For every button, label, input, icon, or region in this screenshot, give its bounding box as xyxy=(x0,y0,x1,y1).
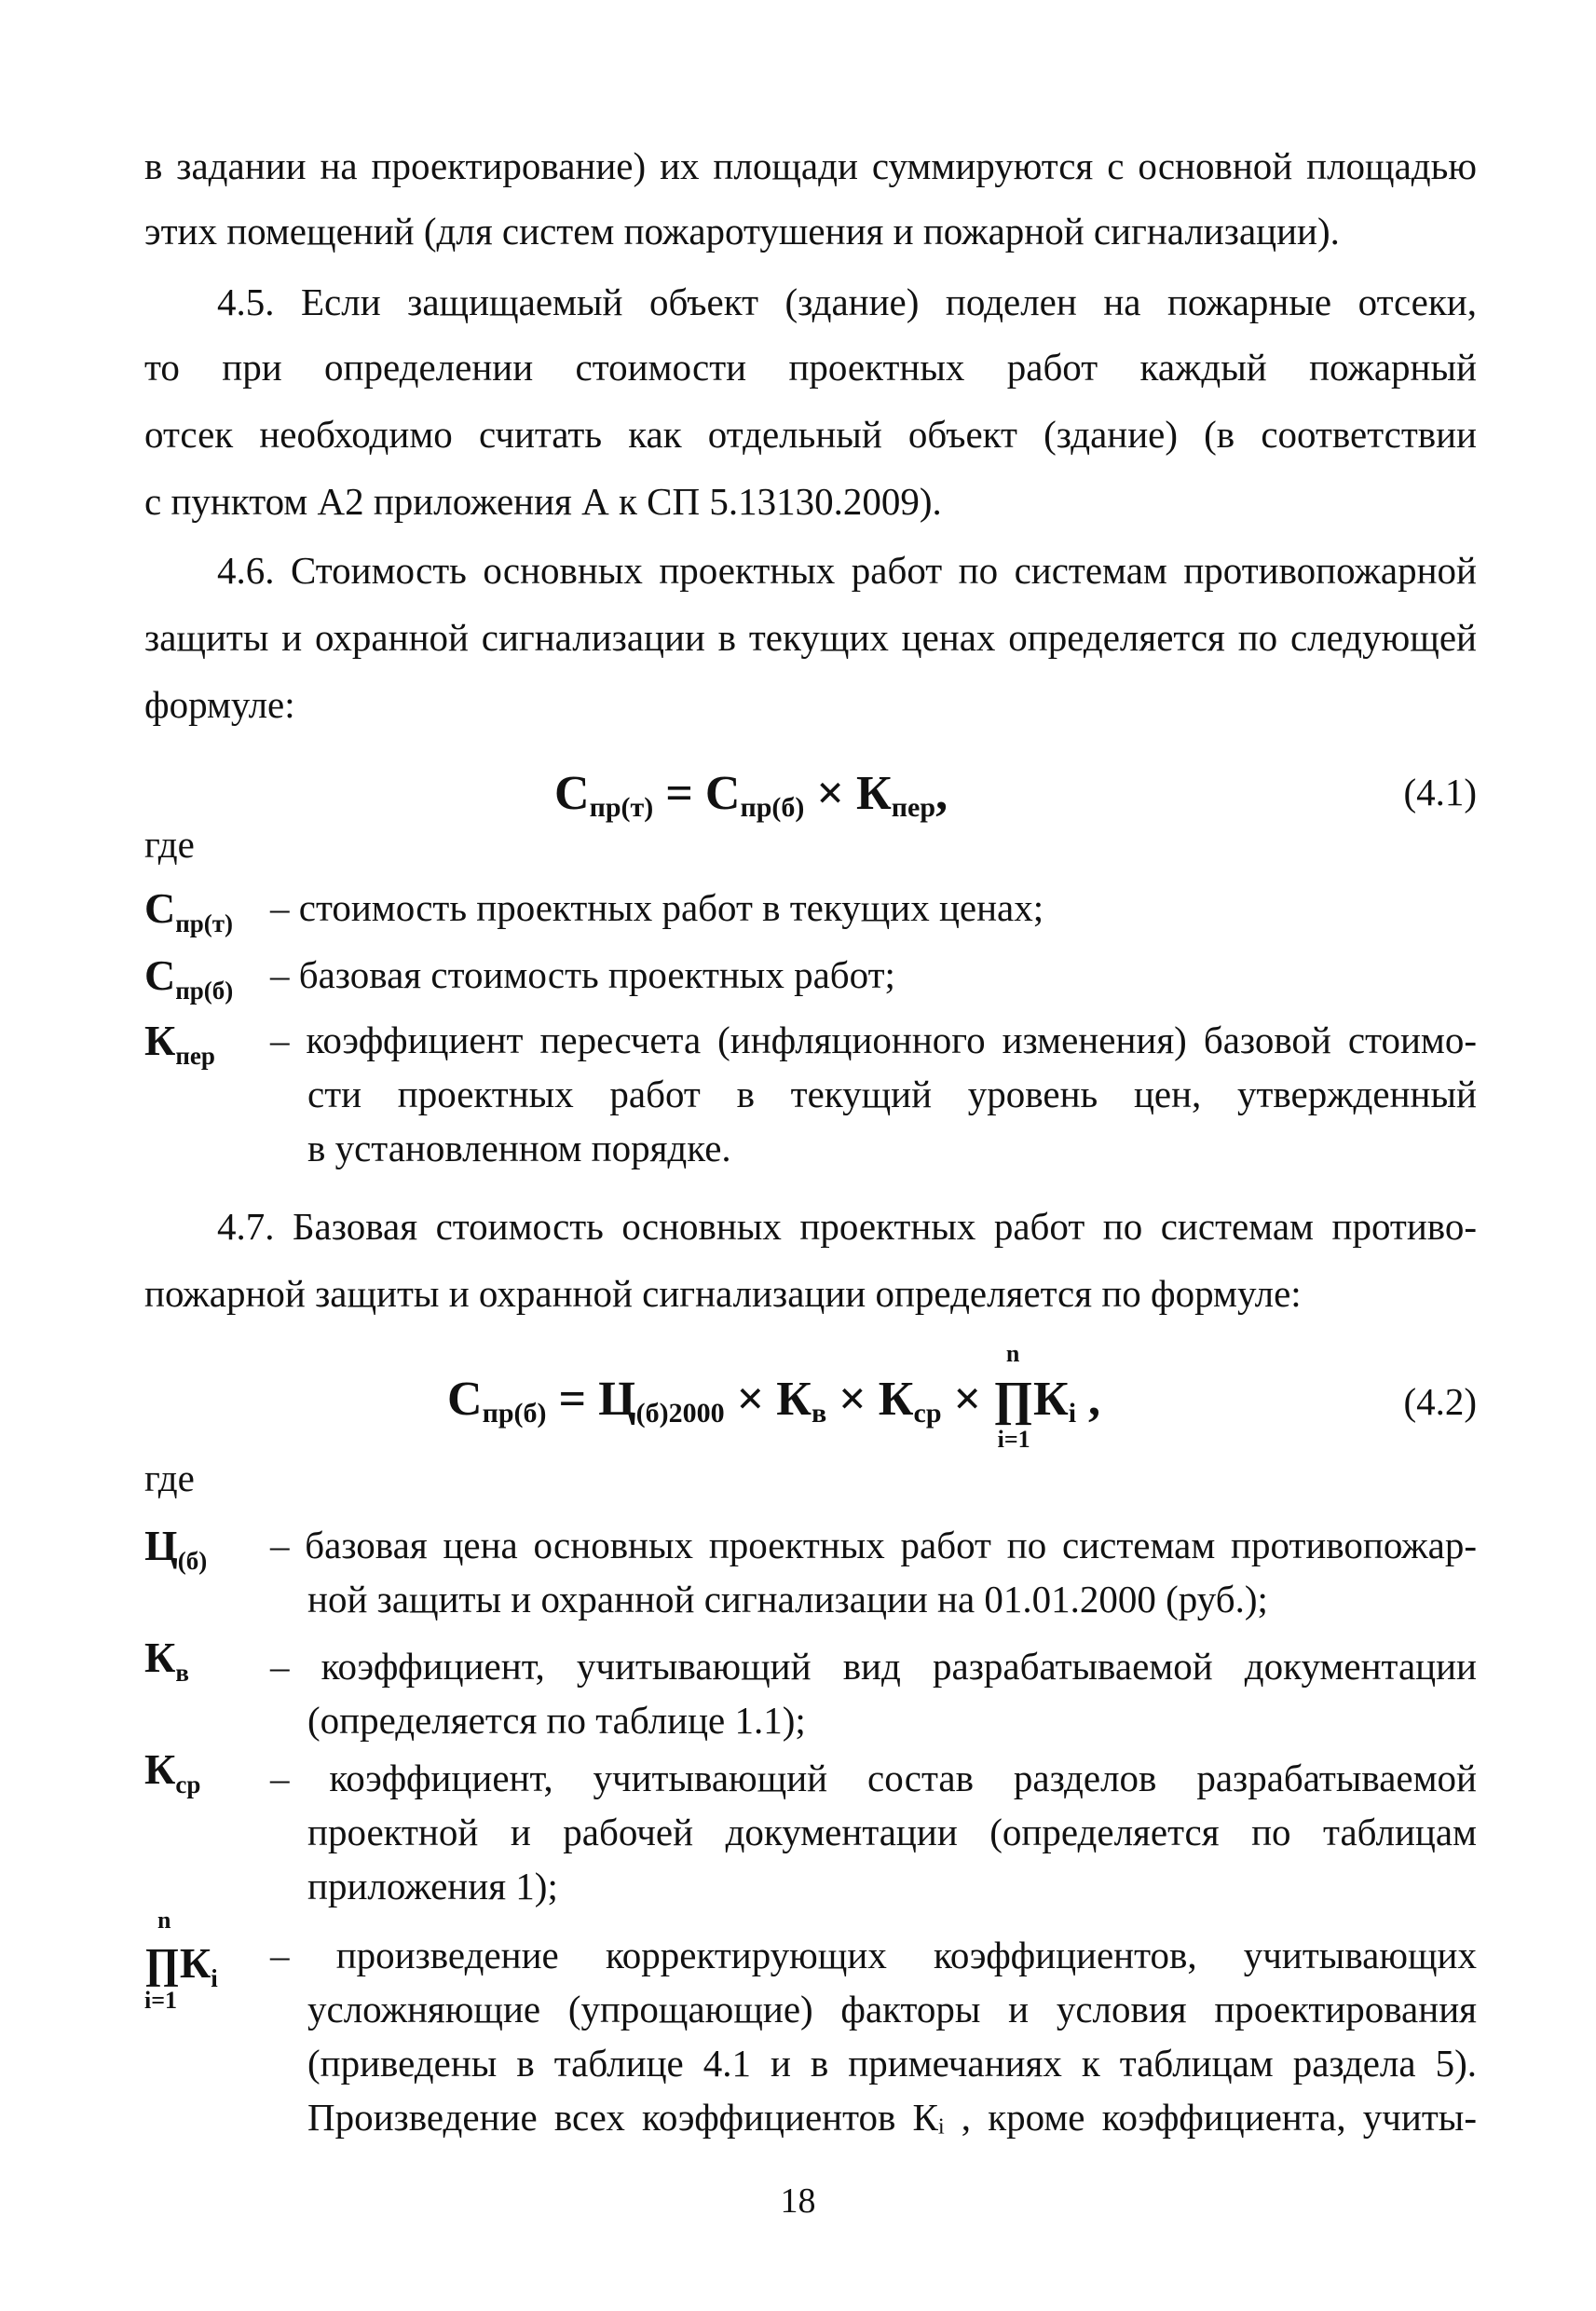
paragraph-line: пожарной защиты и охранной сигнализации определяется по формуле: xyxy=(144,1272,1302,1315)
where-label: где xyxy=(144,823,195,866)
symbol-c-pr-t: $С_{пр(т)}$ xyxy=(144,884,234,937)
paragraph-line: отсек необходимо считать как отдельный объект (здание) (в соответствии xyxy=(144,413,1477,456)
definition-line: сти проектных работ в текущий уровень цен, утвержденный xyxy=(307,1073,1477,1115)
paragraph-line: этих помещений (для систем пожаротушения и пожарной сигнализации). xyxy=(144,210,1340,253)
definition-line: – произведение корректирующих коэффициентов, учитывающих xyxy=(270,1934,1477,1976)
paragraph-line: с пунктом А2 приложения А к СП 5.13130.2009). xyxy=(144,480,942,523)
formula-4-2 xyxy=(144,1342,1477,1472)
definition-line: – базовая стоимость проектных работ; xyxy=(270,953,895,996)
formula-number: (4.2) xyxy=(1403,1380,1477,1423)
symbol-k-per: $К_{пер}$ xyxy=(144,1017,215,1070)
paragraph-line: защиты и охранной сигнализации в текущих ценах определяется по следующей xyxy=(144,616,1477,659)
definition-line: проектной и рабочей документации (определяется по таблицам xyxy=(307,1811,1477,1853)
definition-line: (приведены в таблице 4.1 и в примечаниях к таблицам раздела 5). xyxy=(307,2042,1477,2085)
definition-line: ной защиты и охранной сигнализации на 01.01.2000 (руб.); xyxy=(307,1578,1268,1620)
paragraph-line: то при определении стоимости проектных работ каждый пожарный xyxy=(144,346,1477,389)
paragraph-line: в задании на проектирование) их площади суммируются с основной площадью xyxy=(144,144,1477,187)
symbol-ts-b: $Ц_{(б)}$ xyxy=(144,1522,208,1575)
symbol-k-v: $К_в$ xyxy=(144,1634,189,1687)
formula-4-1-expression: $С_{пр(т)} = С_{пр(б)} \times К_{пер}$, xyxy=(554,767,948,823)
paragraph-line: 4.7. Базовая стоимость основных проектных работ по системам противо- xyxy=(217,1205,1477,1248)
definition-line: (определяется по таблице 1.1); xyxy=(307,1699,806,1742)
paragraph-line: формуле: xyxy=(144,683,295,726)
definition-line: – стоимость проектных работ в текущих ценах; xyxy=(270,886,1044,929)
definition-line: – коэффициент, учитывающий состав разделов разрабатываемой xyxy=(270,1757,1477,1799)
paragraph-line: 4.5. Если защищаемый объект (здание) поделен на пожарные отсеки, xyxy=(217,280,1477,323)
symbol-c-pr-b: $С_{пр(б)}$ xyxy=(144,951,234,1005)
formula-4-2-expression: $С_{пр(б)} = Ц_{(б)2000} \times К_в \times К_{ср}$ × n ∏ i=1 $К_i$ , xyxy=(447,1340,1101,1453)
symbol-product-ki: n $\prod К_i$ i=1 xyxy=(144,1907,218,2014)
formula-number: (4.1) xyxy=(1403,771,1477,814)
definition-line: – коэффициент пересчета (инфляционного изменения) базовой стоимо- xyxy=(270,1019,1477,1061)
definition-line: в установленном порядке. xyxy=(307,1127,731,1169)
where-label: где xyxy=(144,1456,195,1499)
paragraph-line: 4.6. Стоимость основных проектных работ по системам противопожарной xyxy=(217,549,1477,592)
product-operator: n ∏ i=1 xyxy=(993,1340,1033,1453)
page-number: 18 xyxy=(780,2181,816,2221)
symbol-k-sr: $К_{ср}$ xyxy=(144,1745,201,1798)
definition-line: приложения 1); xyxy=(307,1865,558,1908)
definition-line: усложняющие (упрощающие) факторы и условия проектирования xyxy=(307,1988,1477,2031)
definition-line: – коэффициент, учитывающий вид разрабатываемой документации xyxy=(270,1645,1477,1688)
definition-line: – базовая цена основных проектных работ по системам противопожар- xyxy=(270,1524,1477,1566)
definition-line: Произведение всех коэффициентов Кᵢ , кроме коэффициента, учиты- xyxy=(307,2096,1477,2139)
